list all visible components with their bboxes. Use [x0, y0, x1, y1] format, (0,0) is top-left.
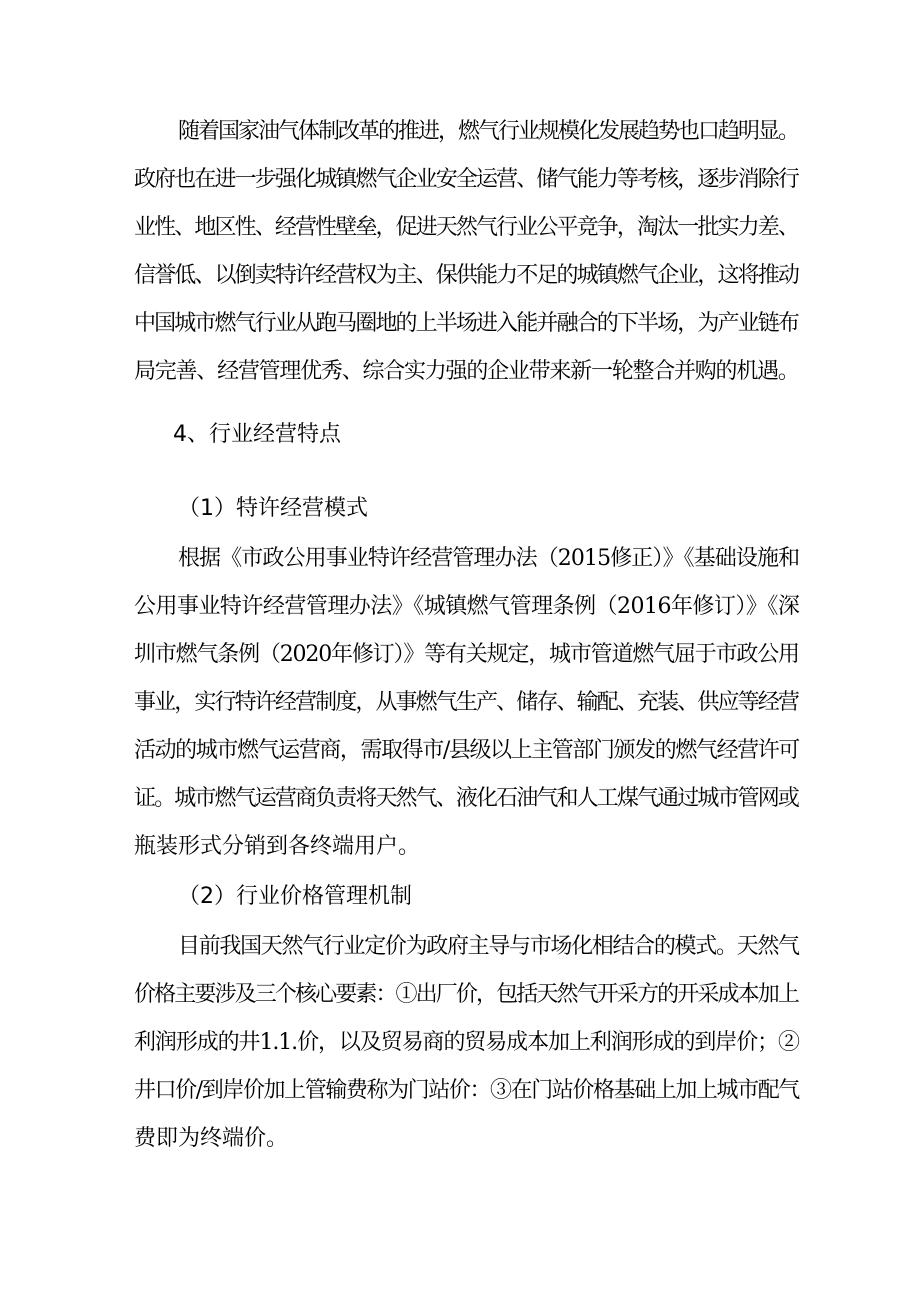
paragraph-line: 局完善、经营管理优秀、综合实力强的企业带来新一轮整合并购的机遇。 [134, 359, 799, 384]
section-heading: 4、行业经营特点 [173, 422, 341, 447]
paragraph-line: 公用事业特许经营管理办法》《城镇燃气管理条例（2016年修订）》《深 [134, 594, 800, 619]
paragraph-line: 政府也在进一步强化城镇燃气企业安全运营、储气能力等考核，逐步消除行 [134, 167, 798, 192]
paragraph-line: 活动的城市燃气运营商，需取得市/县级以上主管部门颁发的燃气经营许可 [134, 738, 799, 763]
paragraph-line: 随着国家油气体制改革的推进，燃气行业规模化发展趋势也口趋明显。 [178, 119, 799, 144]
paragraph-line: 价格主要涉及三个核心要素：①出厂价，包括天然气开采方的开采成本加上 [134, 982, 798, 1007]
paragraph-line: 业性、地区性、经营性壁垒，促进天然气行业公平竞争，淘汰一批实力差、 [134, 215, 798, 240]
paragraph-line: 瓶装形式分销到各终端用户。 [134, 834, 421, 859]
paragraph-line: 井口价/到岸价加上管输费称为门站价：③在门站价格基础上加上城市配气 [134, 1078, 799, 1103]
paragraph-line: 事业，实行特许经营制度，从事燃气生产、储存、输配、充装、供应等经营 [134, 690, 798, 715]
paragraph-line: 目前我国天然气行业定价为政府主导与市场化相结合的模式。天然气 [178, 934, 799, 959]
paragraph-line: 利润形成的井1.1.价，以及贸易商的贸易成本加上利润形成的到岸价；② [134, 1030, 799, 1055]
paragraph-line: 根据《市政公用事业特许经营管理办法（2015修正）》《基础设施和 [178, 546, 800, 571]
paragraph-line: 信誉低、以倒卖特许经营权为主、保供能力不足的城镇燃气企业，这将推动 [134, 263, 798, 288]
subsection-heading-pricing: （2）行业价格管理机制 [178, 884, 412, 909]
subsection-heading-franchise: （1）特许经营模式 [178, 496, 368, 521]
paragraph-line: 圳市燃气条例（2020年修订）》等有关规定，城市管道燃气屈于市政公用 [134, 642, 799, 667]
paragraph-line: 证。城市燃气运营商负责将天然气、液化石油气和人工煤气通过城市管网或 [134, 786, 798, 811]
paragraph-line: 费即为终端价。 [134, 1126, 289, 1151]
paragraph-line: 中国城市燃气行业从跑马圈地的上半场进入能并融合的下半场，为产业链布 [134, 311, 798, 336]
